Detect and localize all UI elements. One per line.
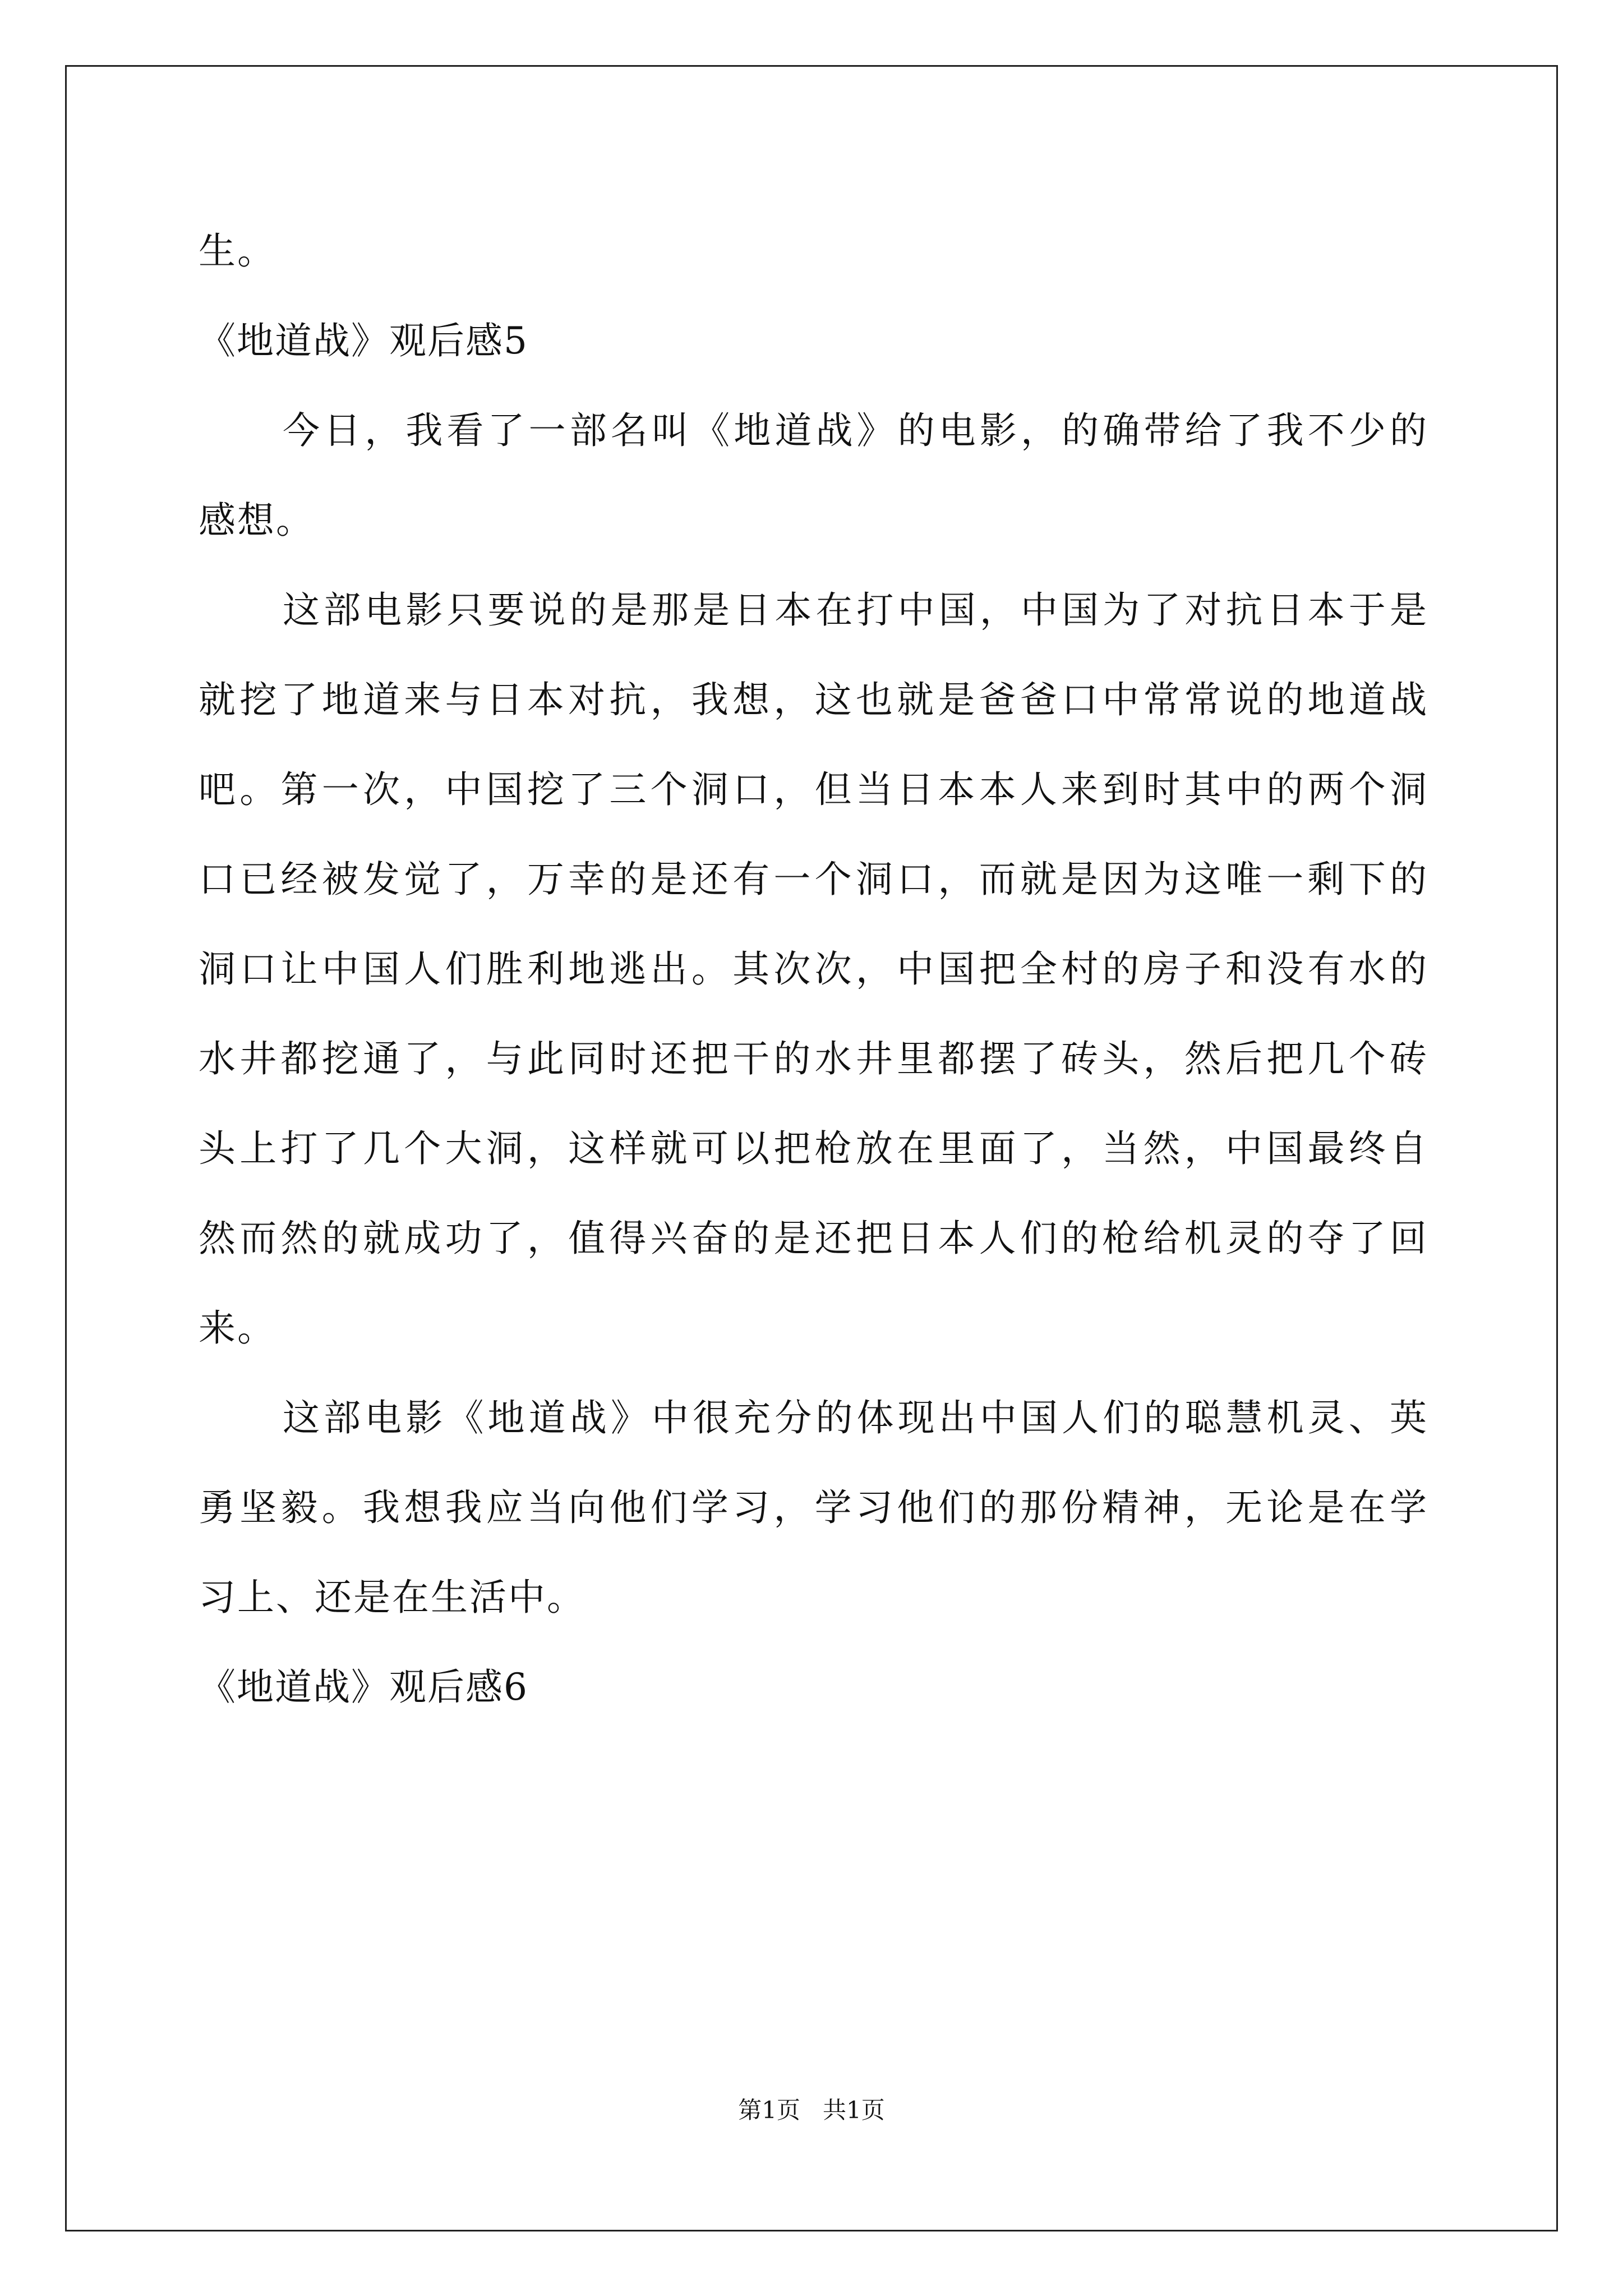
paragraph-line: 这部电影《地道战》中很充分的体现出中国人们的聪慧机灵、英 bbox=[283, 1396, 1427, 1439]
paragraph-line: 习上、还是在生活中。 bbox=[199, 1576, 585, 1619]
paragraph-line: 水井都挖通了，与此同时还把干的水井里都摆了砖头，然后把几个砖 bbox=[199, 1037, 1427, 1080]
page-number: 第1页 bbox=[738, 2096, 800, 2124]
paragraph-line: 生。 bbox=[199, 229, 276, 273]
paragraph-line: 感想。 bbox=[199, 499, 315, 542]
paragraph-line: 就挖了地道来与日本对抗，我想，这也就是爸爸口中常常说的地道战 bbox=[199, 678, 1427, 721]
paragraph-line: 吧。第一次，中国挖了三个洞口，但当日本本人来到时其中的两个洞 bbox=[199, 768, 1427, 811]
paragraph-line: 洞口让中国人们胜利地逃出。其次次，中国把全村的房子和没有水的 bbox=[199, 947, 1427, 991]
page-footer bbox=[0, 2095, 1623, 2126]
paragraph-line: 勇坚毅。我想我应当向他们学习，学习他们的那份精神，无论是在学 bbox=[199, 1486, 1427, 1529]
paragraph-line: 来。 bbox=[199, 1306, 276, 1350]
section-heading: 《地道战》观后感5 bbox=[199, 319, 528, 362]
section-heading: 《地道战》观后感6 bbox=[199, 1665, 528, 1709]
paragraph-line: 头上打了几个大洞，这样就可以把枪放在里面了，当然，中国最终自 bbox=[199, 1127, 1427, 1170]
paragraph-line: 这部电影只要说的是那是日本在打中国，中国为了对抗日本于是 bbox=[283, 588, 1427, 632]
paragraph-line: 口已经被发觉了，万幸的是还有一个洞口，而就是因为这唯一剩下的 bbox=[199, 858, 1427, 901]
paragraph-line: 今日，我看了一部名叫《地道战》的电影，的确带给了我不少的 bbox=[283, 409, 1427, 452]
paragraph-line: 然而然的就成功了，值得兴奋的是还把日本人们的枪给机灵的夺了回 bbox=[199, 1217, 1427, 1260]
page-total: 共1页 bbox=[823, 2096, 885, 2124]
document-body bbox=[199, 206, 1427, 1732]
